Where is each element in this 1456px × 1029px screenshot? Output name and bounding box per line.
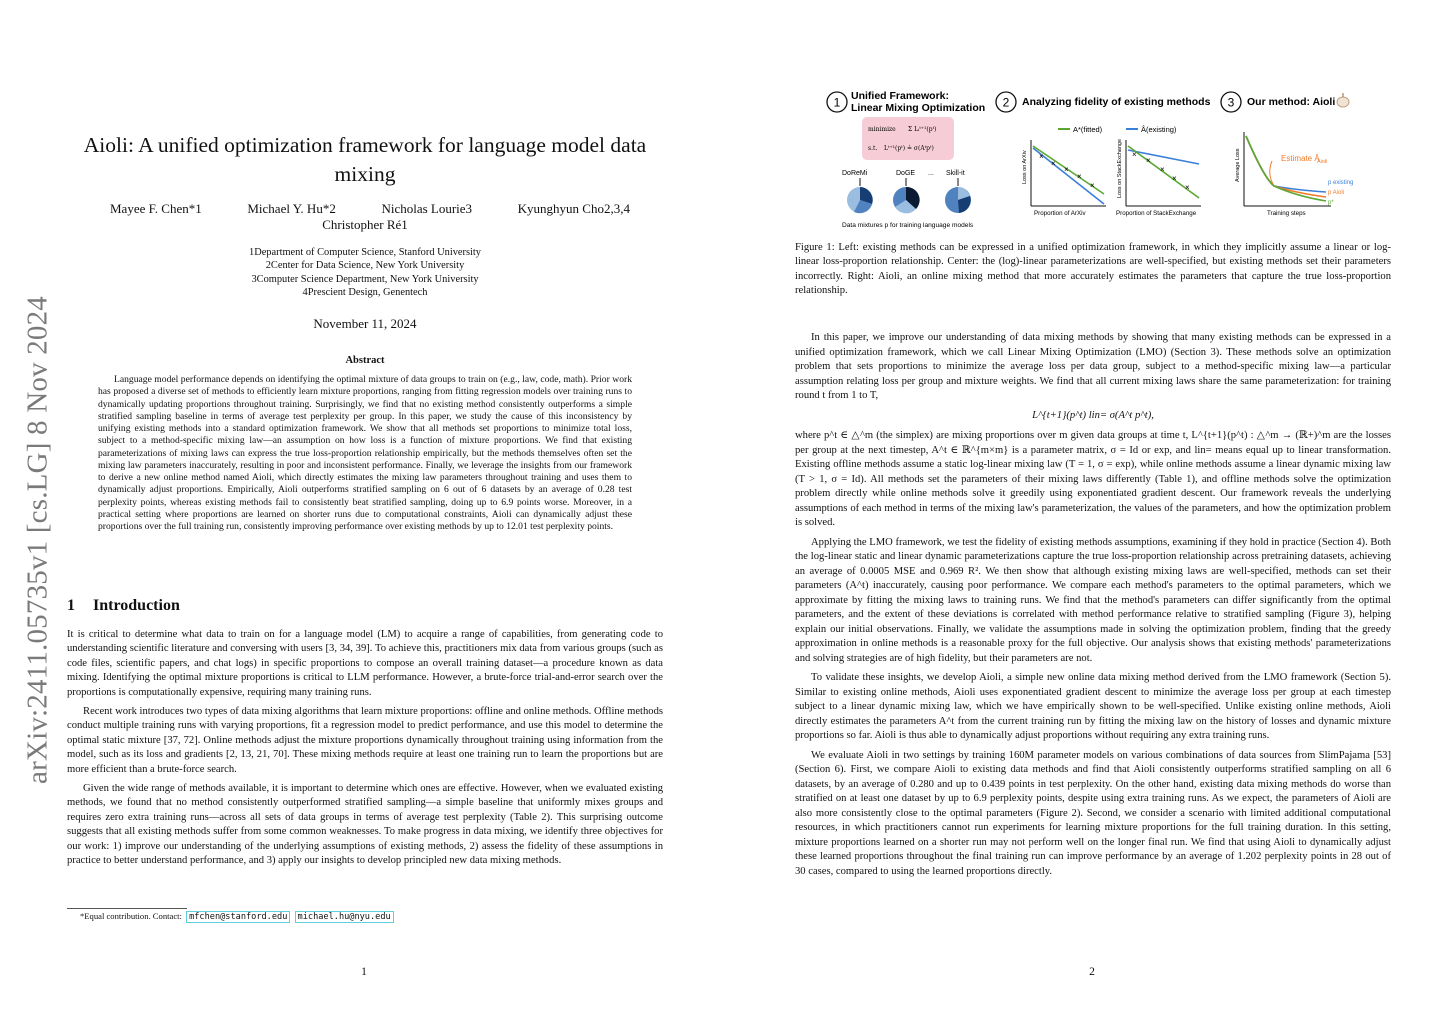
affiliations [70,246,660,300]
email-link-chen[interactable]: mfchen@stanford.edu [186,911,290,923]
panel-3-number: 3 [1227,95,1235,110]
equation: L^{t+1}(p^t) lin= σ(A^t p^t), [1032,409,1154,421]
footnote [80,911,394,922]
estimate-sub: Aioli [1317,159,1328,165]
panel-1-number: 1 [833,95,841,110]
garlic-icon [1337,93,1349,107]
opt-line-1-math: Σ Lᵢᵗ⁺¹(pᵗ) [908,126,937,133]
svg-text:×: × [1077,172,1082,181]
page-number: 1 [361,966,367,978]
mixer-label-doge: DoGE [896,170,916,177]
intro-paragraph: Given the wide range of methods available, it is important to determine which ones are effective. However, when we evaluated existing methods, we found that no method consistently outperformed stratified sampling—a simple baseline that uniformly mixes groups and requires zero extra training runs—across all sets of data groups in terms of average test perplexity (Table 2). This surprising outcome suggests that all existing methods suffer from some common weaknesses. To make progress in data mixing, we identify three objectives for our work: 1) improve our understanding of the underlying assumptions of existing methods, 2) assess the fidelity of these assumptions in practice to better understand performance, and 3) apply our insights to develop principled new data mixing methods. [67,783,663,867]
y-axis-se: Loss on StackExchange [1117,138,1123,198]
optimization-box [862,117,954,160]
author-chen: Mayee F. Chen*1 [110,201,202,216]
panel-1 [827,90,985,229]
affiliation-2: 2Center for Data Science, New York University [265,260,465,272]
label-aioli: p Aioli [1328,190,1345,196]
affiliation-1: 1Department of Computer Science, Stanford University [249,247,481,258]
footnote-text: *Equal contribution. Contact: [80,911,182,921]
pie-doge [893,187,920,213]
panel-3-title: Our method: Aioli [1247,96,1336,108]
panel-2-title: Analyzing fidelity of existing methods [1022,96,1211,108]
opt-line-2-math: Lᵗ⁺¹(pᵗ) ≟ σ(Aᵗpᵗ) [884,145,934,152]
x-axis-steps: Training steps [1267,210,1306,217]
figure-1-caption: Figure 1: Left: existing methods can be expressed in a unified optimization framework, in which they implicitly assume a linear or log-linear loss-proportion relationship. Center: the (log)-linear parameterizations are well-specified, but existing methods set their parameters incorrectly. Right: Aioli, an online mixing method that more accurately estimates the parameters that capture the true loss-proportion relationship. [795,242,1391,297]
panel-3 [1221,92,1353,217]
plot-stackexchange [1116,139,1201,217]
p2-paragraph: We evaluate Aioli in two settings by training 160M parameter models on various combinations of data sources from SlimPajama [53] (Section 6). First, we compare Aioli to existing data methods and find that Aioli consistently outperforms stratified sampling on all 6 datasets, by an average of 0.280 and up to 0.439 points in test perplexity. On the other hand, existing data mixing methods do worse than stratified on at least one dataset by up to 6.9 perplexity points, despite using extra training runs. As we expect, the parameters of Aioli are also more consistently close to the optimal parameters (Figure 2). Second, we consider a scenario with limited additional computational resources, in which practitioners cannot run experiments for learning mixture proportions for the full training duration. In this setting, mixture proportions learned on a shorter run may not perform well on the longer final run. We find that using Aioli to dynamically adjust these learned proportions throughout the final training run can improve performance by an average of 1.202 perplexity points in 28 out of 30 cases, compared to using the learned proportions directly. [795,749,1391,877]
plot-arxiv [1022,140,1106,217]
pie-doremi [847,187,873,213]
paper-date: November 11, 2024 [313,316,417,331]
section-heading [67,597,180,615]
legend-existing: Â(existing) [1141,125,1177,134]
arxiv-stamp [18,296,58,784]
svg-text:×: × [1146,156,1151,165]
affiliation-4: 4Prescient Design, Genentech [302,287,428,299]
author-list [110,201,630,217]
author-cho: Kyunghyun Cho2,3,4 [517,201,630,216]
p2-paragraph: To validate these insights, we develop Aioli, a simple new online data mixing method derived from the LMO framework (Section 5). Similar to existing online methods, Aioli uses exponentiated gradient descent to minimize the average loss per group at each timestep subject to a linear dynamic mixing law, which we have empirically shown to be well-specified. Unlike existing online methods, Aioli directly estimates the parameters A^t from the current training run by fitting the mixing law on the history of losses and dynamic mixture proportions so far. Aioli is thus able to dynamically adjust proportions without requiring any extra training runs. [795,672,1391,741]
intro-body [67,628,663,874]
pie-skillit [945,187,971,213]
author-lourie: Nicholas Lourie3 [381,201,473,216]
mixer-label-skillit: Skill-it [946,170,965,177]
mixer-label-ellipsis: ... [928,170,934,177]
intro-paragraph: It is critical to determine what data to train on for a language model (LM) to acquire a range of capabilities, from generating code to understanding scientific literature and conversing with users [3, 34, 39]. To achieve this, practitioners mix data from various groups (such as code files, scientific papers, and chat logs) in specific proportions to compose an overall training dataset—a procedure known as data mixing. Identifying the optimal mixture proportions is critical to LLM performance. However, a brute-force trial-and-error search over the proportions is computationally expensive, requiring many training runs. [67,629,663,698]
se-existing-line [1128,150,1199,164]
label-optimal: p* [1328,200,1334,206]
x-axis-arxiv: Proportion of ArXiv [1034,210,1086,217]
author-re: Christopher Ré1 [322,217,408,232]
svg-text:×: × [1160,165,1165,174]
opt-line-1: minimize [868,126,896,133]
svg-text:×: × [1172,174,1177,183]
panel-1-title-a: Unified Framework: [851,90,950,102]
label-existing: p existing [1328,180,1354,186]
footnote-rule [67,908,187,909]
page-number: 2 [1089,966,1095,978]
arxiv-stamp-text: arXiv:2411.05735v1 [cs.LG] 8 Nov 2024 [21,296,54,784]
panel-2-number: 2 [1002,95,1010,110]
pies-caption: Data mixtures p for training language models [842,222,974,229]
intro-paragraph: Recent work introduces two types of data mixing algorithms that learn mixture proportions: offline and online methods. Offline methods conduct multiple training runs with varying proportions, fit a regression model to predict performance, and use this model to determine the optimal static mixture [37, 72]. Online methods adjust the mixture proportions dynamically throughout training using information from the model, such as its loss and gradients [2, 13, 21, 70]. These mixing methods require at least one training run to learn the proportions but are more efficient than a brute-force search. [67,706,663,775]
abstract-heading: Abstract [345,355,385,366]
email-link-hu[interactable]: michael.hu@nyu.edu [295,911,394,923]
svg-text:×: × [1185,183,1190,192]
svg-text:×: × [1039,152,1044,161]
affiliation-3: 3Computer Science Department, New York University [251,273,479,285]
svg-text:×: × [1132,150,1137,159]
page-2-body [795,331,1391,884]
section-number: 1 [67,597,75,614]
line-existing [1246,136,1326,192]
p2-paragraph: Applying the LMO framework, we test the fidelity of existing methods assumptions, examining if they hold in practice (Section 4). Both the log-linear static and linear dynamic parameterizations capture the true loss-proportion relationship across pretraining datasets, achieving an average of 0.0005 MSE and 0.969 R². We then show that although existing mixing laws are well-specified, methods can set their parameters (A^t) inaccurately, causing poor performance. We compare each method's parameters to the optimal parameters, which we approximate by fitting the mixing laws to training runs. We find that the method's parameters can differ significantly from the optimal parameters, and the extent of these deviations is correlated with method performance relative to stratified sampling (Figure 3), helping explain our initial observations. Finally, we validate the assumptions made in solving the optimization problem, finding that the greedy approximation in online methods is a reasonable proxy for the full objective. Our analysis shows that existing methods' parameterizations and solving strategies are of high fidelity, but their parameters are not. [795,536,1391,664]
section-title: Introduction [93,597,180,614]
estimate-bracket [1270,161,1273,184]
opt-line-2: s.t. [868,145,878,152]
legend-fitted: A*(fitted) [1073,125,1103,134]
figure-1 [826,86,1394,234]
svg-text:×: × [1090,181,1095,190]
author-hu: Michael Y. Hu*2 [247,201,336,216]
x-axis-se: Proportion of StackExchange [1116,210,1197,217]
paper-title: Aioli: A unified optimization framework for language model data mixing [83,133,647,186]
svg-text:×: × [1051,159,1056,168]
p2-paragraph: In this paper, we improve our understanding of data mixing methods by showing that many existing methods can be expressed in a unified optimization framework, which we call Linear Mixing Optimization (LMO) (Section 3). These methods solve an optimization problem that sets proportions to minimize the average loss per data group, subject to a method-specific mixing law—a particular assumption relating loss per group and mixture weights. We find that all current mixing laws share the same parameterization: for training round t from 1 to T, [795,332,1391,401]
y-axis-arxiv: Loss on ArXiv [1022,150,1028,184]
mixer-label-doremi: DoReMi [842,170,868,177]
p2-paragraph: where p^t ∈ △^m (the simplex) are mixing proportions over m given data groups at time t, L^{t+1}(p^t) : △^m → (ℝ+)^m are the losses per group at the next timestep, A^t ∈ ℝ^{m×m} is a parameter matrix, σ = Id or exp, and lin= means equal up to linear transformation. Existing offline methods assume a static log-linear mixing law (T = 1, σ = exp), while online methods assume a linear dynamic mixing law (T > 1, σ = Id). All methods set the parameters of their mixing laws differently (Table 1), and offline methods solve the optimization problem directly while online methods solve it greedily using exponentiated gradient descent. Our framework reveals the underlying assumptions of each method in terms of the mixing law's parameterization, the values of the parameters, and how the optimization problem is solved. [795,430,1391,528]
panel-2 [996,92,1211,217]
estimate-label: Estimate Â [1281,154,1320,163]
figure-1-svg [826,86,1394,234]
y-axis-avg-loss: Average Loss [1235,148,1241,182]
panel-1-title-b: Linear Mixing Optimization [851,102,986,114]
svg-text:×: × [1064,165,1069,174]
abstract-text: Language model performance depends on identifying the optimal mixture of data groups to train on (e.g., law, code, math). Prior work has proposed a diverse set of methods to efficiently learn mixture proportions, ranging from fitting regression models over training runs to dynamically updating proportions throughout training. Surprisingly, we find that no existing method consistently outperforms a simple stratified sampling baseline in terms of average test perplexity per group. In this paper, we study the cause of this inconsistency by unifying existing methods into a standard optimization framework. We show that all methods set proportions to minimize total loss, subject to a method-specific mixing law—an assumption on how loss is a function of mixture proportions. We find that existing parameterizations of mixing laws can express the true loss-proportion relationship empirically, but the methods themselves often set the mixing law parameters inaccurately, resulting in poor and inconsistent performance. Finally, we leverage the insights from our framework to derive a new online method named Aioli, which directly estimates the mixing law parameters throughout training and uses them to dynamically adjust proportions. Empirically, Aioli outperforms stratified sampling on 6 out of 6 datasets by an average of 0.28 test perplexity points, whereas existing methods fail to consistently beat stratified sampling, doing up to 6.9 points worse. Moreover, in a practical setting where proportions are learned on shorter runs due to computational constraints, Aioli can dynamically adjust these proportions over the full training run, consistently improving performance over existing methods by up to 12.01 test perplexity points. [98,374,632,532]
